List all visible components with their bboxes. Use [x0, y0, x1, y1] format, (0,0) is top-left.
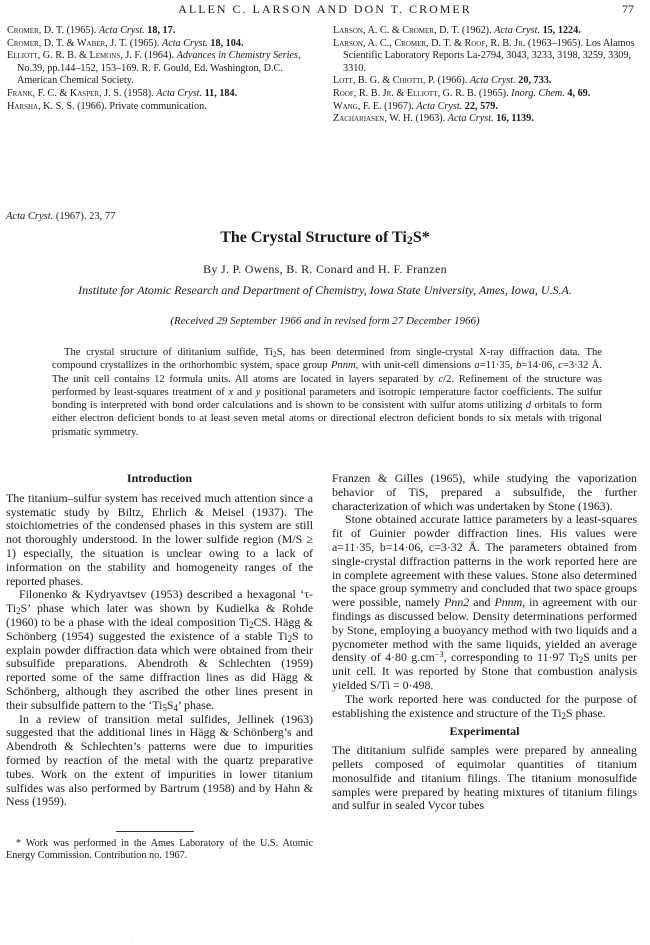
article-citation: Acta Cryst. (1967). 23, 77 [6, 211, 116, 222]
body-column-right [332, 472, 637, 813]
references-left [7, 25, 317, 113]
received-dates: (Received 29 September 1966 and in revised form 27 December 1966) [170, 315, 480, 327]
paragraph: The dititanium sulfide samples were prepared by annealing pellets composed of equimolar quantities of titanium monosulfide and titanium filings. The titanium monosulfide samples were prepared by heating mixtures of titanium filings and sulfur in sealed Vycor tubes [332, 743, 637, 813]
article-institution: Institute for Atomic Research and Department of Chemistry, Iowa State University, Ames, Iowa, U.S.A. [78, 283, 572, 297]
footnote-divider [116, 831, 194, 832]
article-title: The Crystal Structure of $Ti_2S*$ [220, 229, 430, 247]
section-heading: Experimental [449, 724, 520, 739]
section-heading: Introduction [126, 471, 193, 485]
footnote: * Work was performed in the Ames Laboratory of the U.S. Atomic Energy Commission. Contribution no. 1967. [6, 838, 313, 862]
running-title: ALLEN C. LARSON AND DON T. CROMER [178, 2, 472, 16]
reference-item: Larson, A. C., Cromer, D. T. & Roof, R. B. Jr. (1963–1965). Los Alamos Scientific Laboratory Reports La-2794, 3043, 3233, 3198, 3259, 3309, 3310. [333, 37, 635, 74]
reference-item: Cromer, D. T. & Waber, J. T. (1965). Acta Cryst. 18, 104. [7, 37, 244, 49]
references-right [333, 25, 635, 126]
reference-item: Cromer, D. T. (1965). Acta Cryst. 18, 17. [7, 25, 176, 36]
page-number: 77 [622, 2, 634, 16]
reference-item: Lott, B. G. & Chiotti, P. (1966). Acta Cryst. 20, 733. [333, 75, 552, 87]
paragraph: Filonenko & Kydryavtsev (1953) described a hexagonal ‘$\tau-Ti_2S$’ phase which later was shown by Kudielka & Rohde (1960) to be a phase with the ideal composition $Ti_2CS$. Hägg & Schönberg (1954) suggested the existence of a stable $Ti_2S$ to explain powder diffraction data which were obtained from their subsulfide preparations. Abendroth & Schlechten (1959) reported some of the same diffraction lines as did Hägg & Schönberg, although they ascribed the other lines present in their subsulfide pattern to the ‘$Ti_5S_4$’ phase. [6, 587, 314, 713]
paragraph: In a review of transition metal sulfides, Jellinek (1963) suggested that the additional lines in Hägg & Schönberg’s and Abendroth & Schlechten’s patterns were due to impurities formed by reaction of the metal with the quartz preparative tubes. Work on the extent of impurities in lower titanium sulfides was also performed by Bartrum (1958) and by Hahn & Ness (1959). [6, 711, 313, 809]
reference-item: Zachariasen, W. H. (1963). Acta Cryst. 16, 1139. [333, 113, 534, 125]
reference-item: Harsha, K. S. S. (1966). Private communication. [7, 100, 207, 112]
article-authors: By J. P. Owens, B. R. Conard and H. F. Franzen [203, 262, 447, 276]
reference-item: Elliott, G. R. B. & Lemons, J. F. (1964). Advances in Chemistry Series, No.39, pp.144–152, 153–169. R. F. Gould, Ed. Washington, D.C. American Chemical Society. [7, 50, 301, 87]
paragraph: Stone obtained accurate lattice parameters by a least-squares fit of Guinier powder diffraction lines. His values were a=11·35, b=14·06, c=3·32 Å. The parameters obtained from single-crystal diffraction patterns in the work reported here are in complete agreement with these values. Stone also determined the space group symmetry and concluded that two space groups were possible, namely Pnn2 and Pnnm, in agreement with our findings as discussed below. Density determinations performed by Stone, employing a buoyancy method with two liquids and a pycnometer method with the same liquids, yielded an average density of 4·80 $g.cm^{-3}$, corresponding to 11·97 $Ti_2S$ units per unit cell. It was reported by Stone that combustion analysis yielded S/Ti = 0·498. [332, 512, 637, 692]
paragraph: Franzen & Gilles (1965), while studying the vaporization behavior of TiS, prepared a subsulfide, the further characterization of which was undertaken by Stone (1963). [332, 471, 637, 513]
running-header [0, 2, 650, 18]
reference-item: Larson, A. C. & Cromer, D. T. (1962). Acta Cryst. 15, 1224. [333, 25, 581, 36]
body-column-left [6, 472, 313, 809]
paragraph: The titanium–sulfur system has received much attention since a systematic study by Biltz, Ehrlich & Meisel (1937). The stoichiometries of the condensed phases in this system are still not thoroughly understood. In the lower sulfide region (M/S ≥ 1) especially, the situation is unclear owing to a lack of information on the stability and homogeneity ranges of the reported phases. [6, 490, 313, 588]
abstract: The crystal structure of dititanium sulfide, $Ti_2S$, has been determined from single-crystal X-ray diffraction data. The compound crystallizes in the orthorhombic system, space group Pnnm, with unit-cell dimensions a=11·35, b=14·06, c=3·32 Å. The unit cell contains 12 formula units. All atoms are located in layers separated by c/2. Refinement of the structure was performed by least-squares treatment of x and y positional parameters and isotropic temperature factor coefficients. The sulfur bonding is interpreted with bond order calculations and is shown to be consistent with sulfur atoms utilizing d orbitals to form either electron deficient bonds to at least seven metal atoms or directional electron deficient bonds to six metals with trigonal prismatic symmetry. [52, 347, 603, 438]
reference-item: Roof, R. B. Jr. & Elliott, G. R. B. (1965). Inorg. Chem. 4, 69. [333, 87, 591, 99]
reference-item: Frank, F. C. & Kasper, J. S. (1958). Acta Cryst. 11, 184. [7, 87, 238, 99]
scan-mark: · [131, 937, 133, 943]
paragraph: The work reported here was conducted for the purpose of establishing the existence and structure of the $Ti_2S$ phase. [332, 691, 637, 721]
reference-item: Wang, F. E. (1967). Acta Cryst. 22, 579. [333, 100, 498, 112]
